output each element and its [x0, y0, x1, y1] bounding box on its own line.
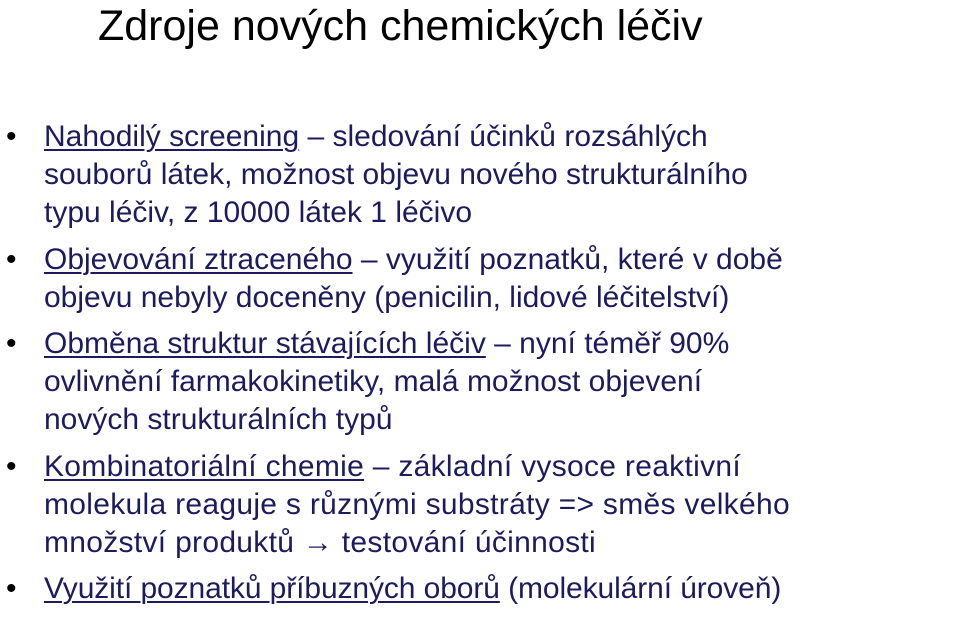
bullet-line: množství produktů → testování účinnosti — [44, 526, 596, 560]
bullet-text: – nyní téměř 90% — [485, 327, 730, 361]
bullet-line — [44, 448, 960, 486]
bullet-term: Objevování ztraceného — [44, 242, 353, 276]
bullet-line — [44, 241, 960, 279]
bullet-term: Využití poznatků příbuzných oborů — [44, 572, 500, 606]
slide-title: Zdroje nových chemických léčiv — [98, 2, 703, 50]
bullet-text: – sledování účinků rozsáhlých — [299, 120, 708, 153]
bullet-line — [44, 118, 960, 156]
bullet-text: (molekulární úroveň) — [499, 572, 782, 606]
bullet-term: Nahodilý screening — [44, 120, 300, 153]
bullet-line — [44, 325, 960, 363]
bullet-line: molekula reaguje s různými substráty => směs velkého — [44, 487, 790, 521]
bullet-term: Obměna struktur stávajících léčiv — [44, 327, 486, 361]
bullet-item-combinatorial-chemistry — [0, 448, 960, 563]
bullet-line: souborů látek, možnost objevu nového strukturálního — [44, 158, 748, 192]
bullet-line: objevu nebyly doceněny (penicilin, lidové léčitelství) — [44, 280, 730, 314]
bullet-term: Kombinatoriální chemie — [44, 449, 365, 483]
bullet-text: – základní vysoce reaktivní — [364, 449, 742, 483]
bullet-line — [44, 570, 960, 608]
bullet-line: nových strukturálních typů — [44, 403, 393, 437]
bullet-item-rediscovery — [0, 241, 960, 317]
bullet-text: – využití poznatků, které v době — [352, 242, 783, 276]
bullet-item-random-screening — [0, 118, 960, 233]
bullet-line: ovlivnění farmakokinetiky, malá možnost objevení — [44, 365, 703, 399]
bullet-line: typu léčiv, z 10000 látek 1 léčivo — [44, 196, 473, 230]
bullet-item-related-fields — [0, 570, 960, 608]
bullet-item-structure-modification — [0, 325, 960, 440]
bullet-list — [0, 118, 960, 616]
